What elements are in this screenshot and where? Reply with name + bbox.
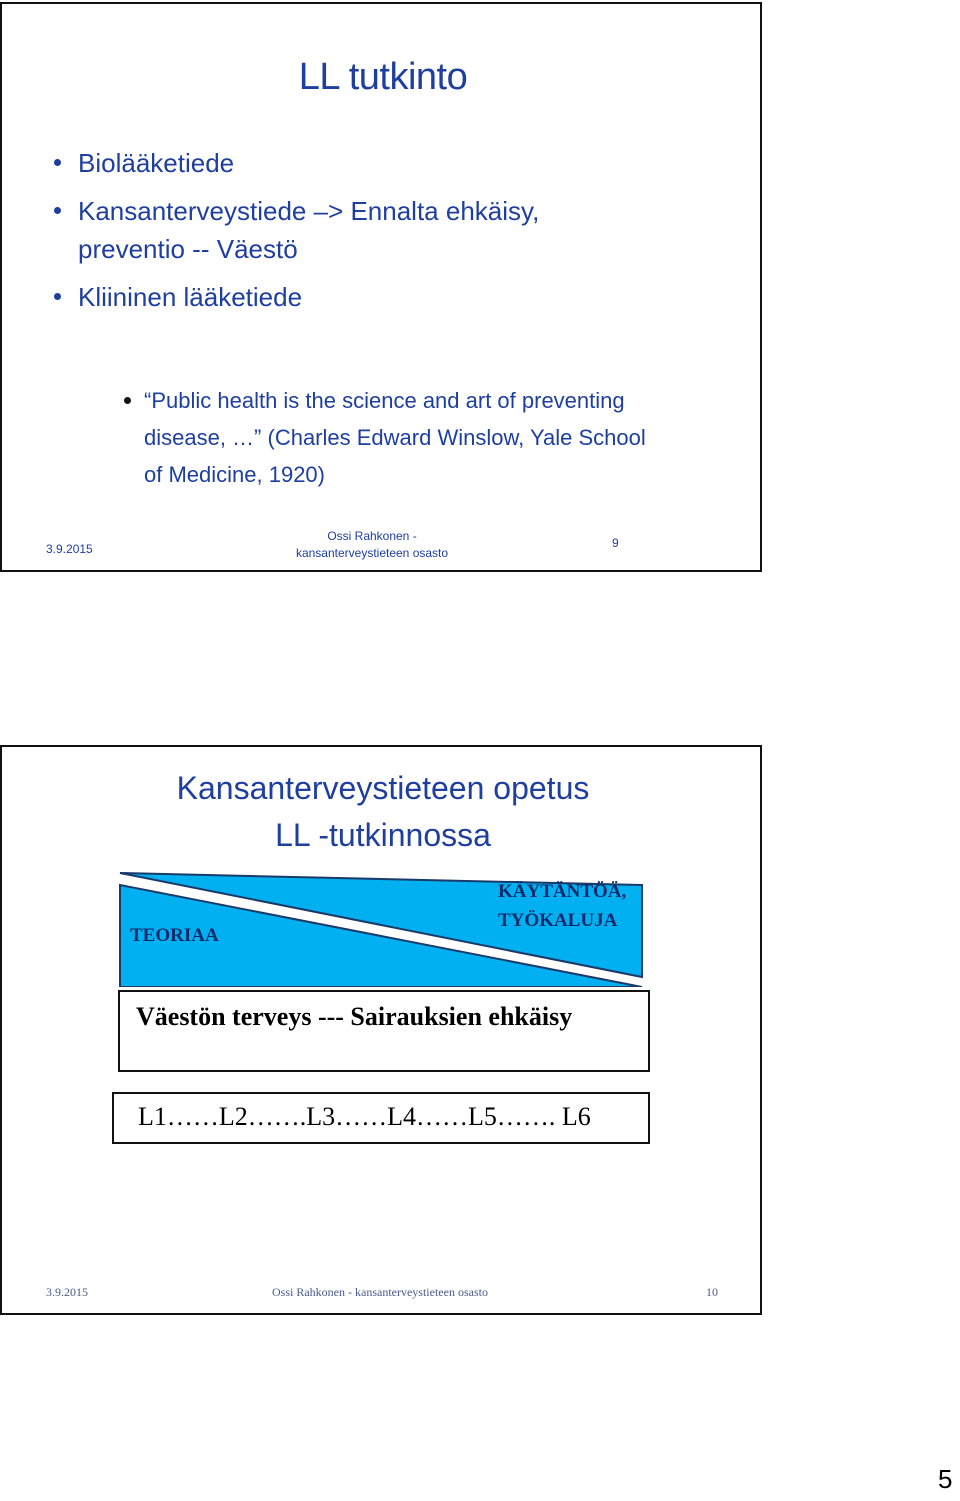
bullet-dot-icon [54,159,61,166]
bullet-dot-icon [124,397,131,404]
footer-date: 3.9.2015 [46,542,93,556]
footer-author: Ossi Rahkonen - kansanterveystieteen osasto [272,1285,488,1299]
levels-box: L1……L2…….L3……L4……L5……. L6 [112,1092,650,1144]
slide-title-line: LL -tutkinnossa [275,817,491,853]
footer-date: 3.9.2015 [46,1285,88,1299]
bullet-item [52,278,692,316]
slide-9 [0,2,762,572]
slide-title-line: Kansanterveystieteen opetus [176,770,590,806]
footer-page-number: 10 [706,1285,718,1299]
bullet-text: Kliininen lääketiede [78,282,303,312]
wedge-left-label: TEORIAA [130,925,219,946]
document-page-number: 5 [938,1464,953,1494]
footer-author [242,528,502,562]
footer-author-line: Ossi Rahkonen - [327,529,417,543]
wedge-right-label [498,877,626,935]
slide-title: LL tutkinto [298,56,468,98]
quote-bullet [124,382,664,493]
bullet-dot-icon [54,207,61,214]
footer-page-number: 9 [612,536,619,550]
bullet-dot-icon [54,293,61,300]
bullet-text: Kansanterveystiede –> Ennalta ehkäisy, preventio -- Väestö [78,196,540,264]
wedge-right-label-line: KÄYTÄNTÖÄ, [498,881,627,902]
slide-10 [0,745,762,1315]
quote-text: “Public health is the science and art of preventing disease, …” (Charles Edward Winslow, Yale School of Medicine, 1920) [144,388,646,487]
population-health-box: Väestön terveys --- Sairauksien ehkäisy [118,990,650,1072]
footer-author-line: kansanterveystieteen osasto [295,546,449,560]
bullet-item [52,144,692,182]
bullet-list [52,144,692,326]
wedge-right-label-line: TYÖKALUJA [498,910,618,931]
slide-title [2,765,764,859]
bullet-item [52,192,638,268]
bullet-text: Biolääketiede [78,148,235,178]
